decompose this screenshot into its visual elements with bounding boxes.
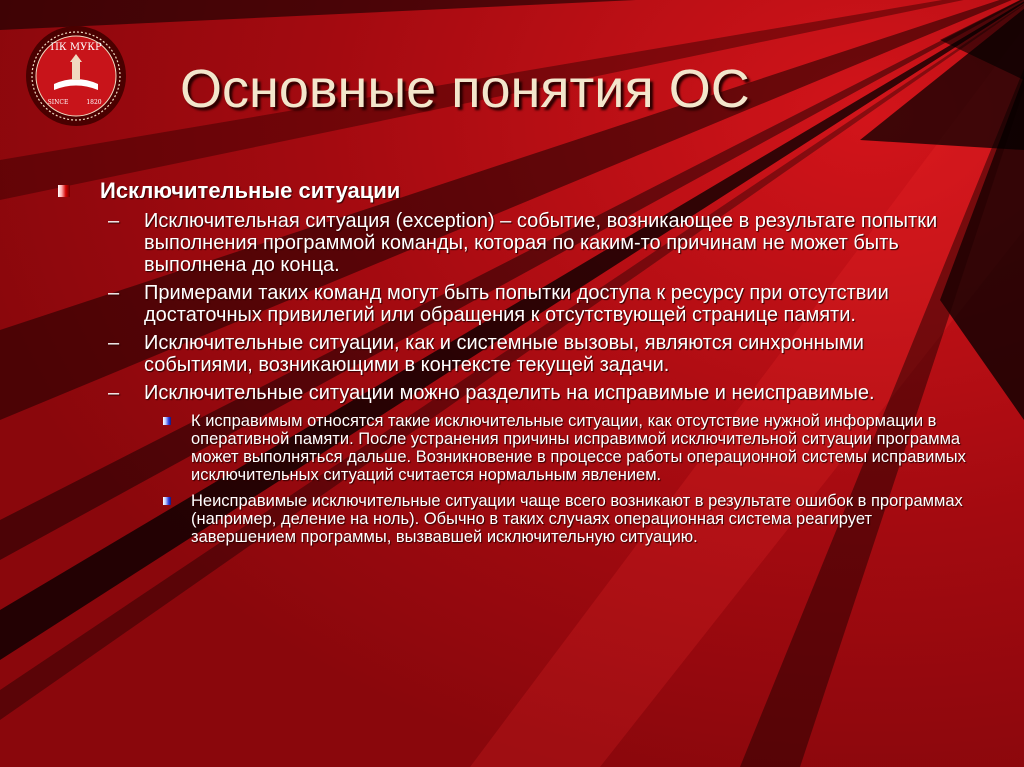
list-item bbox=[58, 282, 978, 326]
sub-list-item bbox=[58, 412, 967, 484]
blue-square-bullet-icon bbox=[163, 497, 171, 505]
svg-text:1820: 1820 bbox=[86, 99, 102, 106]
college-logo bbox=[24, 24, 128, 128]
dash-bullet: – bbox=[108, 282, 120, 304]
svg-text:ПК МУКР: ПК МУКР bbox=[50, 42, 102, 53]
list-item-text: Исключительные ситуации, как и системные вызовы, являются синхронными событиями, возникающими в контексте текущей задачи. bbox=[144, 332, 864, 376]
blue-square-bullet-icon bbox=[163, 417, 171, 425]
list-item bbox=[58, 332, 978, 376]
section-heading bbox=[58, 178, 978, 204]
list-item-text: Исключительные ситуации можно разделить на исправимые и неисправимые. bbox=[144, 382, 875, 404]
square-bullet-icon bbox=[58, 185, 70, 197]
list-item-text: Исключительная ситуация (exception) – событие, возникающее в результате попытки выполнения программой команды, которая по каким-то причинам не может быть выполнена до конца. bbox=[144, 210, 938, 276]
list-item bbox=[58, 382, 978, 404]
dash-bullet: – bbox=[108, 382, 120, 404]
slide-content bbox=[58, 178, 978, 554]
slide-title: Основные понятия ОС bbox=[180, 59, 750, 119]
dash-bullet: – bbox=[108, 210, 120, 232]
list-item bbox=[58, 210, 978, 276]
section-heading-text: Исключительные ситуации bbox=[100, 178, 401, 203]
sub-list-item-text: Неисправимые исключительные ситуации чаще всего возникают в результате ошибок в программах (например, деление на ноль). Обычно в таких случаях операционная система реагирует завершением программы, вызвавшей исключительную ситуацию. bbox=[191, 492, 963, 546]
list-item-text: Примерами таких команд могут быть попытки доступа к ресурсу при отсутствии достаточных привилегий или обращения к отсутствующей странице памяти. bbox=[144, 282, 889, 326]
sub-list-item-text: К исправимым относятся такие исключительные ситуации, как отсутствие нужной информации в оперативной памяти. После устранения причины исправимой исключительной ситуации программа может выполняться дальше. Возникновение в процессе работы операционной системы исправимых исключительных ситуаций считается нормальным явлением. bbox=[191, 412, 966, 484]
sub-list-item bbox=[58, 492, 967, 546]
dash-bullet: – bbox=[108, 332, 120, 354]
svg-text:SINCE: SINCE bbox=[47, 99, 69, 106]
